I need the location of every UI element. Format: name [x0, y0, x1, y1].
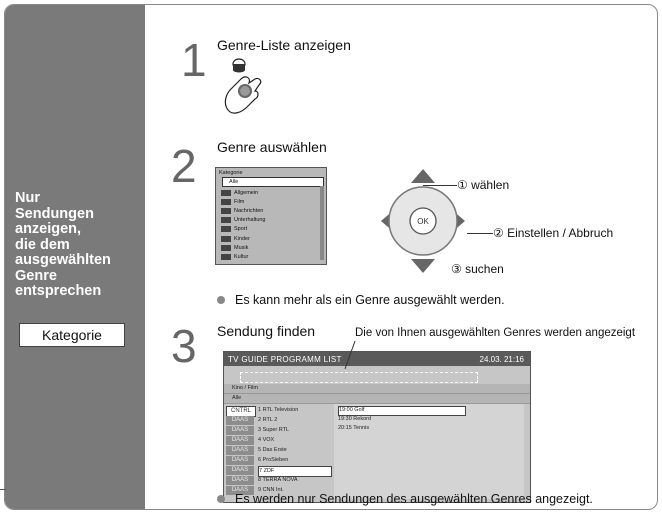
guide-category: DAAS	[226, 426, 254, 435]
guide-category: CNTRL	[226, 406, 256, 417]
genre-list-screen	[215, 167, 327, 265]
step-1-title: Genre-Liste anzeigen	[217, 37, 351, 53]
genre-scrollbar	[320, 186, 324, 260]
guide-subrow: Alle	[224, 394, 530, 404]
genre-items	[221, 188, 266, 262]
margin-mark	[0, 489, 6, 490]
genre-selected-value: Alle	[229, 179, 239, 185]
step-3-title: Sendung finden	[217, 323, 316, 339]
label-search: ③ suchen	[451, 262, 504, 276]
sidebar	[5, 5, 145, 509]
genre-list-header: Kategorie	[219, 170, 243, 176]
ok-label: OK	[417, 217, 429, 226]
genre-item: Musik	[221, 243, 266, 252]
label-confirm: ② Einstellen / Abbruch	[493, 226, 614, 240]
genre-item: Sport	[221, 225, 266, 234]
guide-category: DAAS	[226, 486, 254, 495]
guide-channel: 2 RTL 2	[258, 417, 278, 423]
guide-programme-active: 19:00 Golf	[338, 406, 466, 416]
manual-page	[4, 4, 658, 510]
guide-category: DAAS	[226, 416, 254, 425]
leader-line	[423, 185, 457, 186]
genre-icon	[221, 190, 231, 196]
guide-category: DAAS	[226, 476, 254, 485]
guide-channel: 1 RTL Television	[258, 407, 299, 413]
guide-programme-panel	[334, 404, 524, 499]
step-1-number: 1	[181, 34, 207, 86]
genre-icon	[221, 226, 231, 232]
genre-icon	[221, 245, 231, 251]
genre-item: Kultur	[221, 252, 266, 261]
note-only-selected: Es werden nur Sendungen des ausgewählten Genres angezeigt.	[217, 492, 593, 506]
step-2-number: 2	[171, 140, 197, 192]
bullet-icon	[217, 296, 225, 304]
guide-channel: 8 TERRA NOVA	[258, 477, 298, 483]
category-badge: Kategorie	[19, 323, 125, 347]
genre-item: Unterhaltung	[221, 216, 266, 225]
sidebar-title: Nur Sendungen anzeigen, die dem ausgewählten Genre entsprechen	[15, 190, 111, 299]
leader-line	[467, 233, 493, 234]
genre-icon	[221, 208, 231, 214]
step-3-number: 3	[171, 320, 197, 372]
genre-item: Nachrichten	[221, 206, 266, 215]
bullet-icon	[217, 495, 225, 503]
guide-date: 24.03. 21:16	[479, 355, 524, 364]
note-multi-genre: Es kann mehr als ein Genre ausgewählt werden.	[217, 293, 505, 307]
annotation-pointer	[335, 339, 395, 379]
remote-button-press-icon	[219, 55, 275, 115]
guide-programme: 19:30 Rekord	[338, 416, 372, 422]
guide-category: DAAS	[226, 456, 254, 465]
guide-category: DAAS	[226, 466, 254, 475]
guide-channel: 6 ProSieben	[258, 457, 289, 463]
guide-channel-active: 7 ZDF	[258, 466, 332, 477]
genre-item: Allgemein	[221, 188, 266, 197]
genre-icon	[221, 217, 231, 223]
genre-selected-field	[222, 177, 324, 187]
guide-subrow: Kino / Film	[224, 384, 530, 394]
genre-icon	[221, 254, 231, 260]
genre-item: Kinder	[221, 234, 266, 243]
genre-icon	[221, 199, 231, 205]
guide-programme: 20:15 Tennis	[338, 425, 370, 431]
label-select: ① wählen	[457, 178, 510, 192]
genre-icon	[221, 236, 231, 242]
guide-channel: 4 VOX	[258, 437, 275, 443]
guide-category: DAAS	[226, 436, 254, 445]
guide-channel: 3 Super RTL	[258, 427, 290, 433]
guide-title: TV GUIDE PROGRAMM LIST	[228, 355, 342, 364]
annotation-text: Die von Ihnen ausgewählten Genres werden angezeigt	[355, 327, 636, 339]
guide-channel: 9 CNN Int.	[258, 487, 284, 493]
guide-category: DAAS	[226, 446, 254, 455]
guide-channel: 5 Das Erste	[258, 447, 287, 453]
genre-item: Film	[221, 197, 266, 206]
step-2-title: Genre auswählen	[217, 139, 327, 155]
